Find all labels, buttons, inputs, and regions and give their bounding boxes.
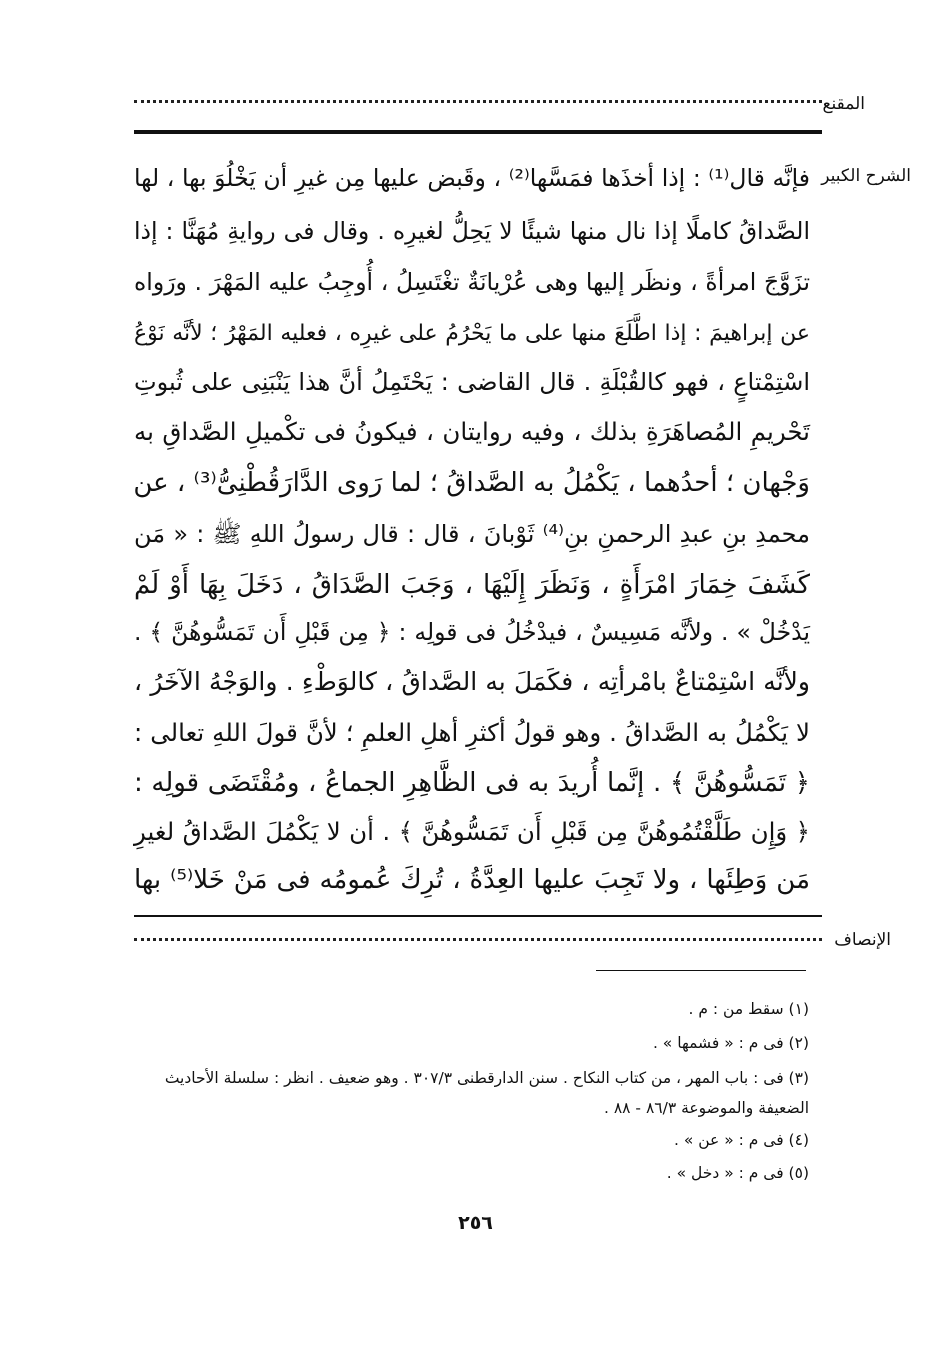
body-bottom-rule xyxy=(134,915,822,917)
text-line: مَن وَطِئَها ، ولا تَجِبَ عليها العِدَّةُ ، تُرِكَ عُمومُه فى مَنْ خَلا⁽⁵⁾ بها xyxy=(134,865,810,895)
header-dotted-line xyxy=(134,100,822,103)
footnote-separator xyxy=(596,970,806,971)
text-line: كَشَفَ خِمَارَ امْرَأَةٍ ، وَنَظَرَ إِلَيْهَا ، وَجَبَ الصَّدَاقُ ، دَخَلَ بِهَا أَوْ لَمْ xyxy=(134,570,810,600)
footnote: (٤) فى م : « عن » . xyxy=(673,1131,809,1149)
text-line: وَجْهان ؛ أحدُهما ، يَكْمُلُ به الصَّداقُ ؛ لما رَوى الدَّارَقُطْنِىُّ⁽³⁾ ، عن xyxy=(133,468,810,498)
text-line: ﴿ وَإِن طَلَّقْتُمُوهُنَّ مِن قَبْلِ أَن تَمَسُّوهُنَّ ﴾ . أن لا يَكْمُلَ الصَّداقُ لغيرِ xyxy=(134,817,810,846)
section-side-label: الشرح الكبير xyxy=(821,166,911,186)
footnote-continuation: الضعيفة والموضوعة ٨٦/٣ - ٨٨ . xyxy=(603,1099,809,1117)
text-line: عن إبراهيمَ : إذا اطَّلَعَ منها على ما يَحْرُمُ على غيرِه ، فعليه المَهْرُ ؛ لأنَّه نَوْعُ xyxy=(134,321,810,346)
insaf-side-label: الإنصاف xyxy=(834,930,891,950)
footnote: (٢) فى م : « فشمها » . xyxy=(652,1034,809,1052)
footnote: (٣) فى : باب المهر ، من كتاب النكاح . سنن الدارقطنى ٣٠٧/٣ . وهو ضعيف . انظر : سلسلة الأحاديث xyxy=(164,1069,809,1087)
footnote: (٥) فى م : « دخل » . xyxy=(666,1164,809,1182)
text-line: تَحْريمِ المُصاهَرَةِ بذلك ، وفيه روايتان ، فيكونُ فى تكْميلِ الصَّداقِ به xyxy=(134,417,810,446)
text-line: لا يَكْمُلُ به الصَّداقُ . وهو قولُ أكثرِ أهلِ العلمِ ؛ لأنَّ قولَ اللهِ تعالى : xyxy=(134,718,810,747)
text-line: محمدِ بنِ عبدِ الرحمنِ بنِ⁽⁴⁾ ثَوْبانَ ، قال : قال رسولُ اللهِ ﷺ : « مَن xyxy=(134,520,810,548)
header-thick-rule xyxy=(134,130,822,134)
insaf-dotted-line xyxy=(134,938,822,941)
book-title-label: المقنع xyxy=(822,94,865,114)
text-line: تزَوَّجَ امرأةً ، ونظَر إليها وهى عُرْيانَةٌ تغْتَسِلُ ، أُوجِبُ عليه المَهْرَ . ورَواه xyxy=(134,268,810,296)
text-line: ﴿ تَمَسُّوهُنَّ ﴾ . إنَّما أُريدَ به فى الظَّاهِرِ الجماعُ ، ومُقْتَضَى قولِه : xyxy=(134,768,810,798)
text-line: يَدْخُلْ » . ولأنَّه مَسِيسٌ ، فيدْخُلُ فى قولِه : ﴿ مِن قَبْلِ أَن تَمَسُّوهُنَّ ﴾ . xyxy=(134,618,810,646)
page-number: ٢٥٦ xyxy=(458,1212,493,1234)
text-line: ولأنَّه اسْتِمْتاعٌ بامْرأتِه ، فكَمَلَ به الصَّداقُ ، كالوَطْءِ . والوَجْهُ الآخَرُ ، xyxy=(134,667,810,696)
text-line: اسْتِمْتاعٍ ، فهو كالقُبْلَةِ . قال القاضى : يَحْتَمِلُ أنَّ هذا يَنْبَنِى على ثُبوتِ xyxy=(134,368,810,396)
text-line: الصَّداقُ كاملًا إذا نال منها شيئًا لا يَحِلُّ لغيرِه . وقال فى روايةِ مُهَنَّا : إذا xyxy=(134,217,810,245)
footnote: (١) سقط من : م . xyxy=(688,1000,809,1018)
text-line: فإنَّه قال⁽¹⁾ : إذا أخذَها فمَسَّها⁽²⁾ ، وقَبض عليها مِن غيرِ أن يَخْلُوَ بها ، لها xyxy=(134,164,810,192)
